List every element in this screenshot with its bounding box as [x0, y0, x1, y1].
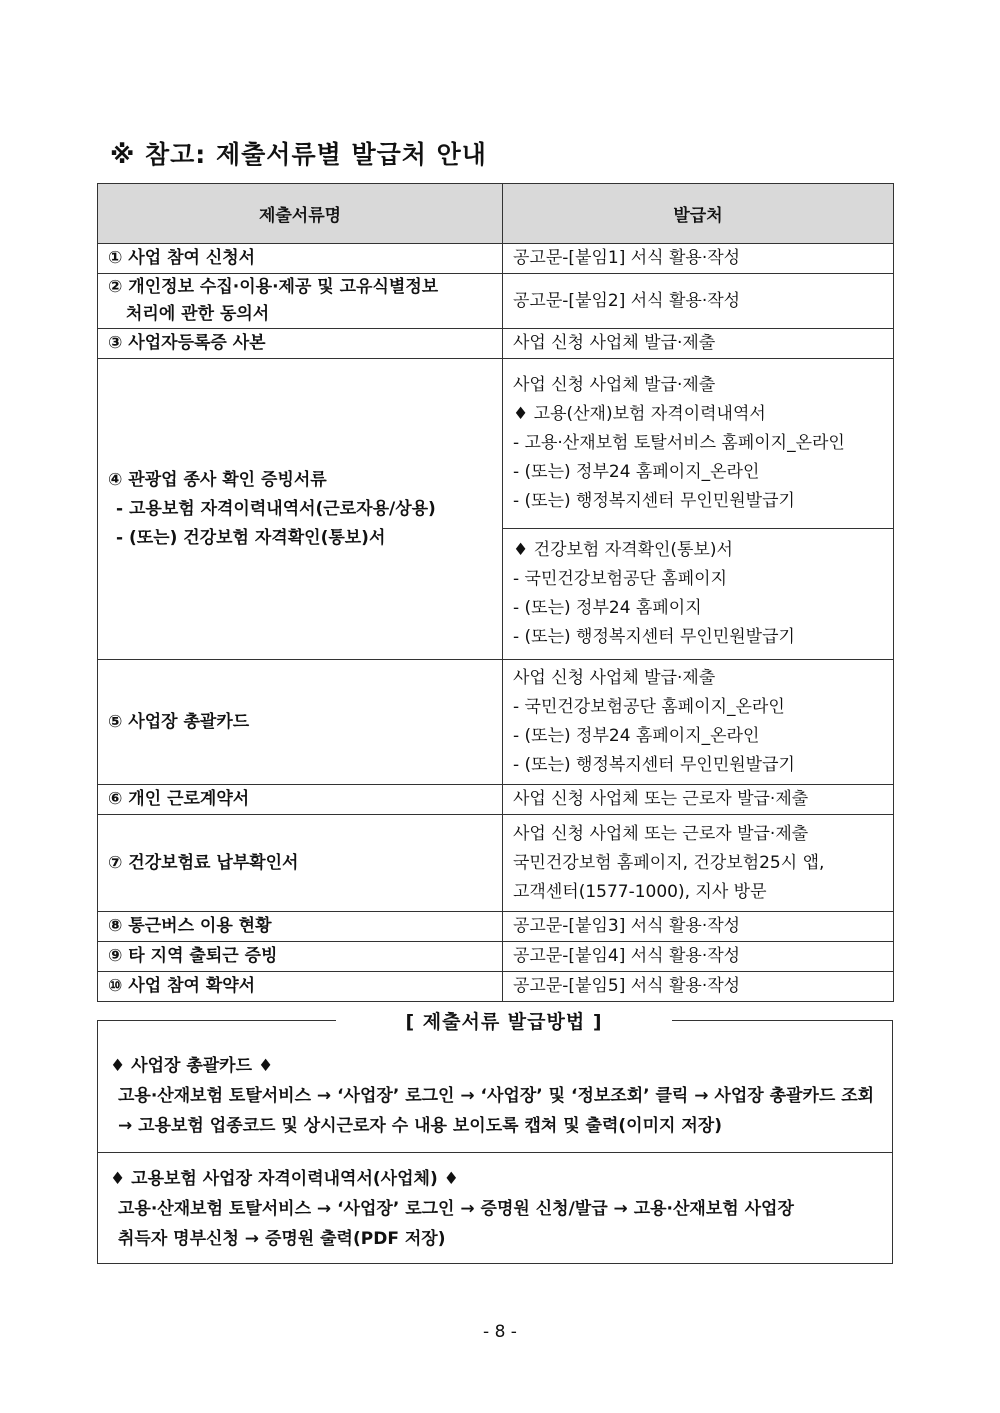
issuance-method-box	[97, 1011, 893, 1264]
table-row	[98, 785, 894, 815]
table-row	[98, 942, 894, 972]
issuer-cell: 사업 신청 사업체 또는 근로자 발급·제출	[503, 785, 894, 815]
method-heading: ♦ 고용보험 사업장 자격이력내역서(사업체) ♦	[110, 1169, 459, 1189]
issuance-method-title: [ 제출서류 발급방법 ]	[336, 1007, 672, 1034]
issuer-cell: 사업 신청 사업체 발급·제출 - 국민건강보험공단 홈페이지_온라인 - (또는) 정부24 홈페이지_온라인 - (또는) 행정복지센터 무인민원발급기	[503, 660, 894, 785]
doc-name-cell: ⑩ 사업 참여 확약서	[98, 972, 503, 1002]
table-row	[98, 244, 894, 274]
method-step: → 고용보험 업종코드 및 상시근로자 수 내용 보이도록 캡쳐 및 출력(이미지 저장)	[118, 1116, 722, 1136]
header-doc-name: 제출서류명	[98, 184, 503, 244]
submission-documents-table	[97, 183, 894, 1002]
doc-name-cell: ⑤ 사업장 총괄카드	[98, 660, 503, 785]
method-heading: ♦ 사업장 총괄카드 ♦	[110, 1056, 274, 1076]
issuer-cell: ♦ 건강보험 자격확인(통보)서 - 국민건강보험공단 홈페이지 - (또는) 정부24 홈페이지 - (또는) 행정복지센터 무인민원발급기	[503, 529, 894, 660]
issuer-cell: 사업 신청 사업체 발급·제출	[503, 329, 894, 359]
issuer-cell: 사업 신청 사업체 또는 근로자 발급·제출 국민건강보험 홈페이지, 건강보험25시 앱, 고객센터(1577-1000), 지사 방문	[503, 815, 894, 912]
table-row	[98, 329, 894, 359]
method-section-workplace-card	[110, 1051, 882, 1141]
method-step: 고용·산재보험 토탈서비스 → ‘사업장’ 로그인 → 증명원 신청/발급 → 고용·산재보험 사업장	[118, 1199, 794, 1219]
table-row	[98, 359, 894, 529]
issuer-cell: 공고문-[붙임5] 서식 활용·작성	[503, 972, 894, 1002]
doc-name-cell: ⑥ 개인 근로계약서	[98, 785, 503, 815]
issuer-cell: 공고문-[붙임2] 서식 활용·작성	[503, 274, 894, 329]
issuer-cell: 공고문-[붙임1] 서식 활용·작성	[503, 244, 894, 274]
doc-name-cell: ① 사업 참여 신청서	[98, 244, 503, 274]
doc-name-cell: ⑧ 통근버스 이용 현황	[98, 912, 503, 942]
doc-name-cell: ⑦ 건강보험료 납부확인서	[98, 815, 503, 912]
doc-name-cell: ③ 사업자등록증 사본	[98, 329, 503, 359]
table-row	[98, 660, 894, 785]
method-section-employment-history	[110, 1164, 882, 1254]
table-row	[98, 815, 894, 912]
method-step: 고용·산재보험 토탈서비스 → ‘사업장’ 로그인 → ‘사업장’ 및 ‘정보조회’ 클릭 → 사업장 총괄카드 조회	[118, 1086, 875, 1106]
method-step: 취득자 명부신청 → 증명원 출력(PDF 저장)	[118, 1229, 446, 1249]
doc-name-cell: ② 개인정보 수집·이용·제공 및 고유식별정보 처리에 관한 동의서	[98, 274, 503, 329]
issuer-cell: 사업 신청 사업체 발급·제출 ♦ 고용(산재)보험 자격이력내역서 - 고용·산재보험 토탈서비스 홈페이지_온라인 - (또는) 정부24 홈페이지_온라인 - (또는) 행정복지센터 무인민원발급기	[503, 359, 894, 529]
issuer-cell: 공고문-[붙임3] 서식 활용·작성	[503, 912, 894, 942]
table-row	[98, 972, 894, 1002]
doc-name-cell: ⑨ 타 지역 출퇴근 증빙	[98, 942, 503, 972]
table-row	[98, 912, 894, 942]
page-number: - 8 -	[483, 1322, 517, 1342]
issuer-cell: 공고문-[붙임4] 서식 활용·작성	[503, 942, 894, 972]
table-row	[98, 274, 894, 329]
header-issuer: 발급처	[503, 184, 894, 244]
page-title: ※ 참고: 제출서류별 발급처 안내	[110, 140, 487, 169]
table-header-row	[98, 184, 894, 244]
section-divider	[98, 1152, 892, 1153]
doc-name-cell: ④ 관광업 종사 확인 증빙서류 - 고용보험 자격이력내역서(근로자용/상용) - (또는) 건강보험 자격확인(통보)서	[98, 359, 503, 660]
